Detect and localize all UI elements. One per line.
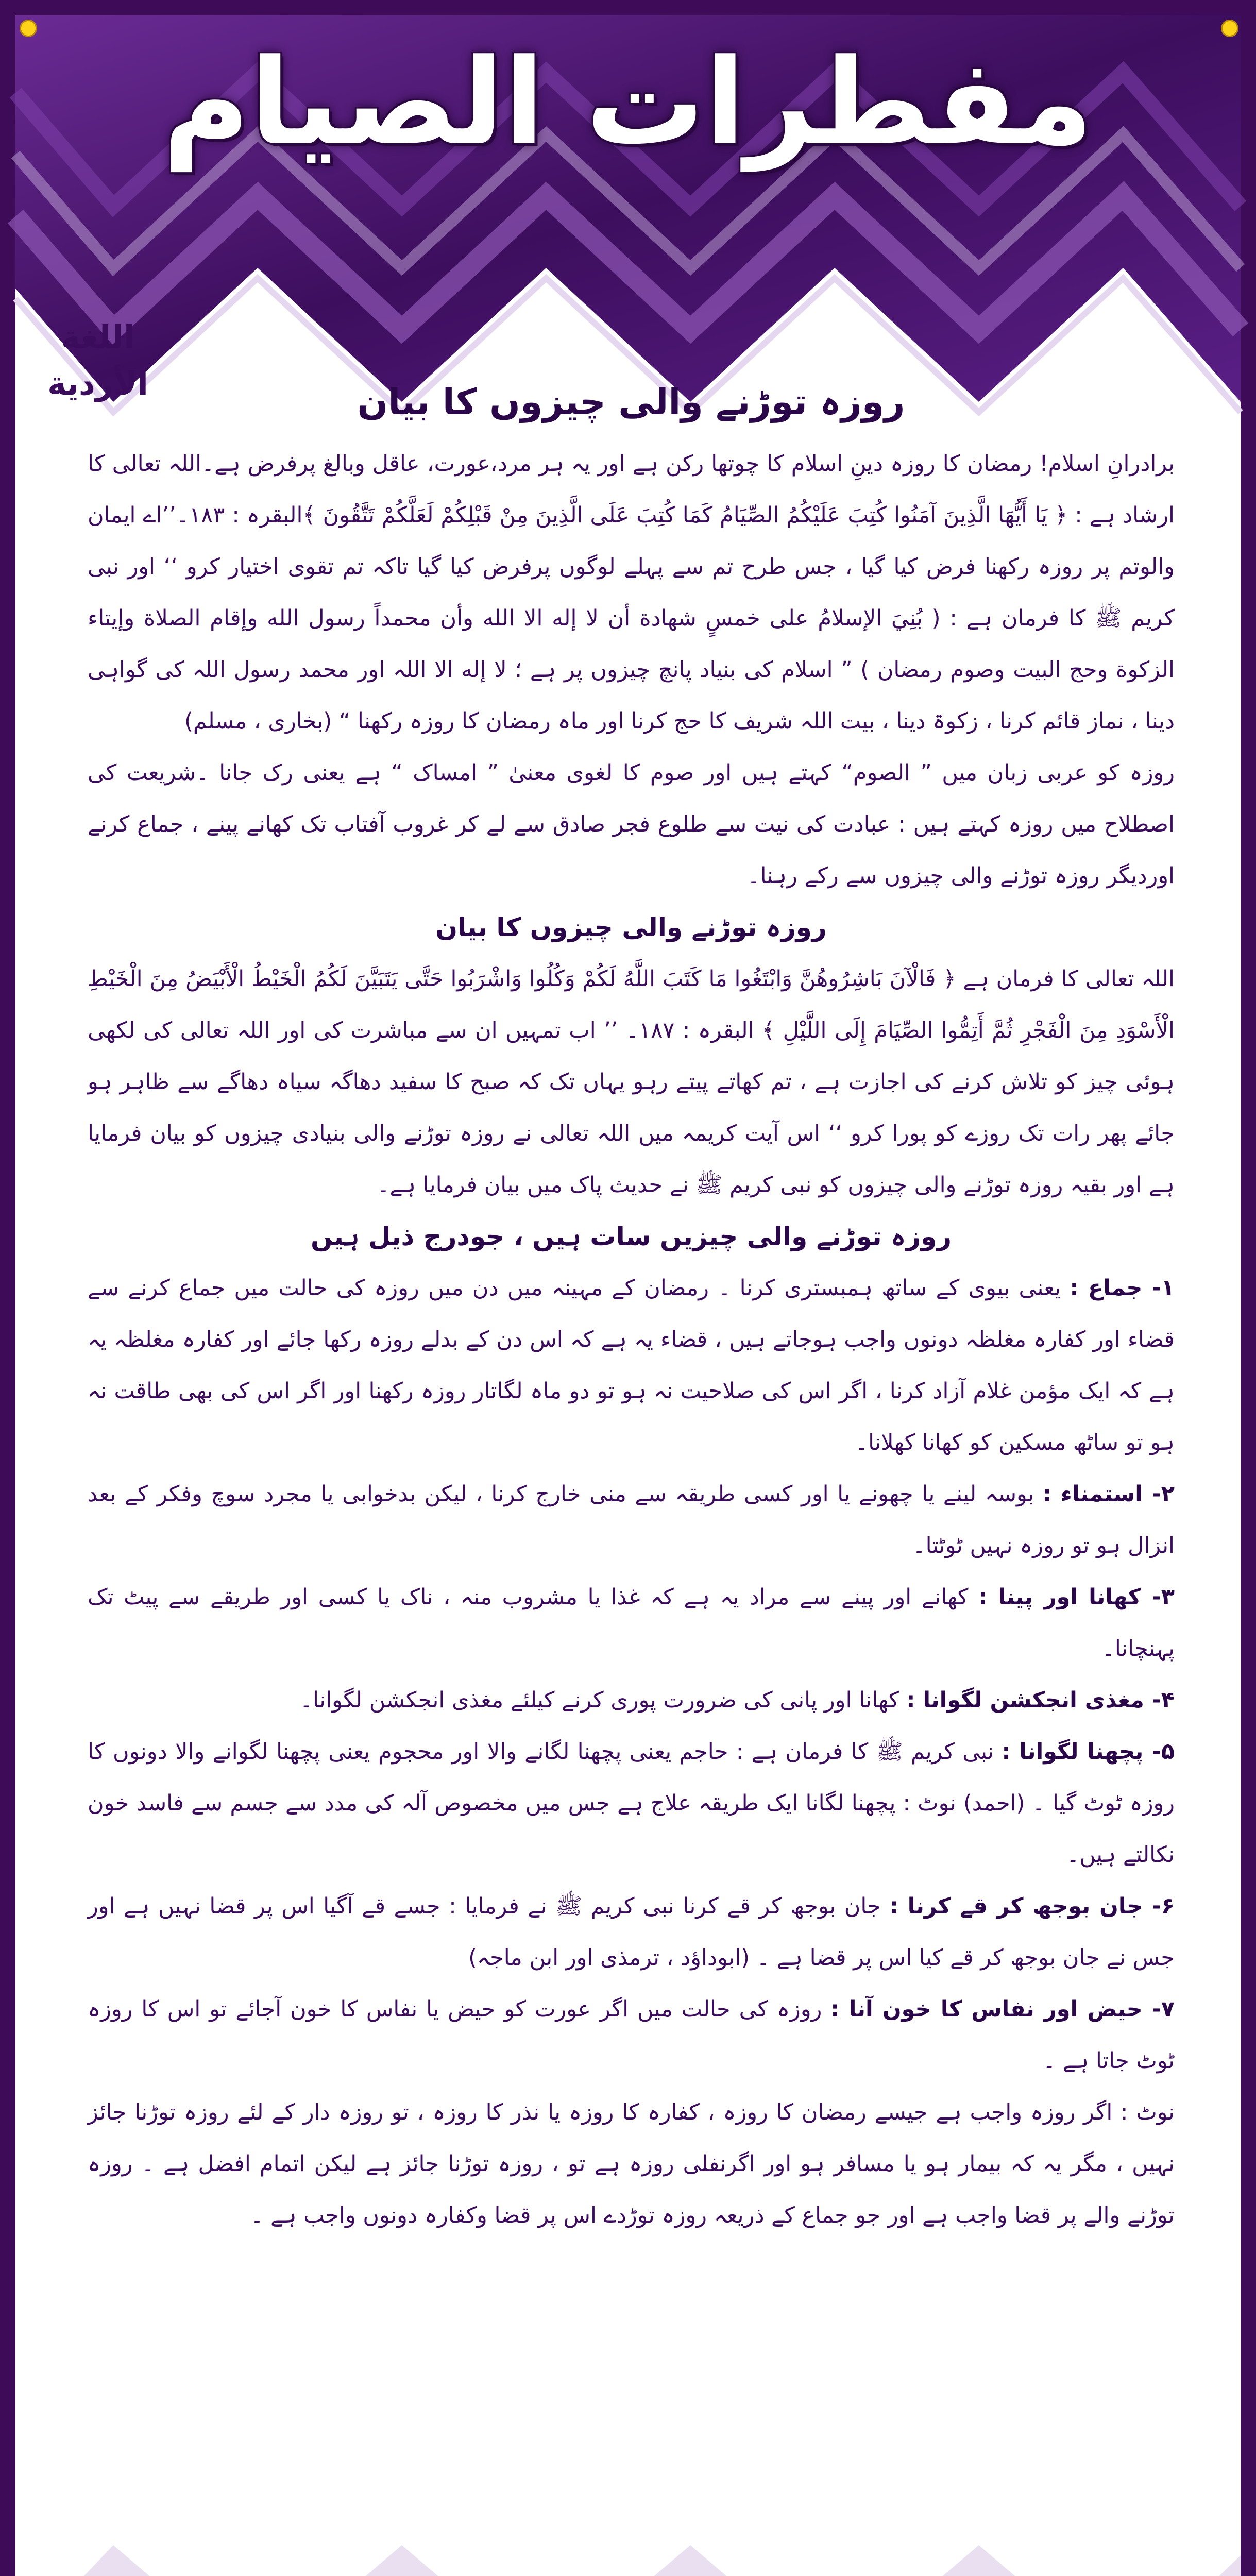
article-body: [88, 371, 1175, 2576]
list-item-label: ۲- استمناء :: [1042, 1481, 1175, 1507]
list-item-text: یعنی بیوی کے ساتھ ہمبستری کرنا ۔ رمضان کے مہینہ میں دن میں روزہ کی حالت میں جماع کرنے سے قضاء اور کفارہ مغلظہ دونوں واجب ہوجاتے ہیں ، قضاء یہ ہے کہ اس دن کے بدلے روزہ رکھا جائے اور کفارہ مغلظہ یہ ہے کہ ایک مؤمن غلام آزاد کرنا ، اگر اس کی صلاحیت نہ ہو تو دو ماہ لگاتار روزہ رکھنا اور اگر اس کی بھی طاقت نہ ہو تو ساٹھ مسکین کو کھانا کھلانا۔: [88, 1275, 1175, 1455]
list-item-text: کھانے اور پینے سے مراد یہ ہے کہ غذا یا مشروب منہ ، ناک یا کسی اور طریقے سے پیٹ تک پہنچانا۔: [88, 1584, 1175, 1662]
note-paragraph: نوٹ : اگر روزہ واجب ہے جیسے رمضان کا روزہ ، کفارہ کا روزہ یا نذر کا روزہ ، تو روزہ دار کے لئے روزہ توڑنا جائز نہیں ، مگر یہ کہ بیمار ہو یا مسافر ہو اور اگرنفلی روزہ ہے تو ، روزہ توڑنا جائز ہے لیکن اتمام افضل ہے ۔ روزہ توڑنے والے پر قضا واجب ہے اور جو جماع کے ذریعہ روزہ توڑدے اس پر قضا وکفارہ دونوں واجب ہے ۔: [88, 2099, 1175, 2228]
list-item: [88, 1571, 1175, 1674]
list-item-label: ۳- کھانا اور پینا :: [978, 1584, 1175, 1610]
list-item-text: کھانا اور پانی کی ضرورت پوری کرنے کیلئے مغذی انجکشن لگوانا۔: [299, 1687, 907, 1713]
corner-dot-top-left: [20, 20, 37, 37]
list-item-text: جان بوجھ کر قے کرنا نبی کریم ﷺ نے فرمایا : جسے قے آگیا اس پر قضا نہیں ہے اور جس نے جان بوجھ کر قے کیا اس پر قضا ہے ۔ (ابوداؤد ، ترمذی اور ابن ماجہ): [88, 1893, 1175, 1971]
list-heading: روزہ توڑنے والی چیزیں سات ہیں ، جودرج ذیل ہیں: [311, 1222, 952, 1251]
verse-paragraph: اللہ تعالی کا فرمان ہے ﴿ فَالْآنَ بَاشِرُوهُنَّ وَابْتَغُوا مَا كَتَبَ اللَّهُ لَكُمْ وَكُلُوا وَاشْرَبُوا حَتَّى يَتَبَيَّنَ لَكُمُ الْخَيْطُ الْأَبْيَضُ مِنَ الْخَيْطِ الْأَسْوَدِ مِنَ الْفَجْرِ ثُمَّ أَتِمُّوا الصِّيَامَ إِلَى اللَّيْلِ ﴾ البقرہ : ۱۸۷۔ ’’ اب تمہیں ان سے مباشرت کی اور اللہ تعالی کی لکھی ہوئی چیز کو تلاش کرنے کی اجازت ہے ، تم کھاتے پیتے رہو یہاں تک کہ صبح کا سفید دھاگہ سیاہ دھاگے سے ظاہر ہو جائے پھر رات تک روزے کو پورا کرو ‘‘ اس آیت کریمہ میں اللہ تعالی نے روزہ توڑنے والی بنیادی چیزوں کو بیان فرمایا ہے اور بقیہ روزہ توڑنے والی چیزوں کو نبی کریم ﷺ نے حدیث پاک میں بیان فرمایا ہے۔: [88, 966, 1175, 1198]
list-item-label: ۴- مغذی انجکشن لگوانا :: [906, 1687, 1175, 1713]
list-item-text: نبی کریم ﷺ کا فرمان ہے : حاجم یعنی پچھنا لگانے والا اور محجوم یعنی پچھنا لگوانے والا دونوں کا روزہ ٹوٹ گیا ۔ (احمد) نوٹ : پچھنا لگانا ایک طریقہ علاج ہے جس میں مخصوص آلہ کی مدد سے جسم سے فاسد خون نکالتے ہیں۔: [88, 1739, 1175, 1868]
list-item: [88, 1468, 1175, 1571]
list-item-label: ۶- جان بوجھ کر قے کرنا :: [889, 1893, 1175, 1919]
language-label-line2: الأردية: [47, 365, 148, 402]
list-item-label: ۱- جماع :: [1070, 1275, 1175, 1301]
intro-paragraph: برادرانِ اسلام! رمضان کا روزہ دینِ اسلام کا چوتھا رکن ہے اور یہ ہر مرد،عورت، عاقل وبالغ پرفرض ہے۔اللہ تعالی کا ارشاد ہے : ﴿ يَا أَيُّهَا الَّذِينَ آمَنُوا كُتِبَ عَلَيْكُمُ الصِّيَامُ كَمَا كُتِبَ عَلَى الَّذِينَ مِنْ قَبْلِكُمْ لَعَلَّكُمْ تَتَّقُونَ ﴾البقرہ : ۱۸۳۔’’اے ایمان والوتم پر روزہ رکھنا فرض کیا گیا ، جس طرح تم سے پہلے لوگوں پرفرض کیا گیا تاکہ تم تقوی اختیار کرو ‘‘ اور نبی کریم ﷺ کا فرمان ہے : ( بُنِيَ الإسلامُ على خمسٍ شهادة أن لا إله الا الله وأن محمداً رسول الله وإقام الصلاة وإيتاء الزكوة وحج البيت وصوم رمضان ) ” اسلام کی بنیاد پانچ چیزوں پر ہے ؛ لا إله الا اللہ اور محمد رسول اللہ کی گواہی دینا ، نماز قائم کرنا ، زکوۃ دینا ، بیت اللہ شریف کا حج کرنا اور ماہ رمضان کا روزہ رکھنا “ (بخاری ، مسلم): [88, 451, 1175, 734]
list-item-text: روزہ کی حالت میں اگر عورت کو حیض یا نفاس کا خون آجائے تو اس کا روزہ ٹوٹ جاتا ہے ۔: [88, 1996, 1175, 2074]
language-label-line1: اللغة: [61, 318, 135, 356]
list-item-label: ۵- پچھنا لگوانا :: [1002, 1739, 1175, 1765]
definition-paragraph: روزہ کو عربی زبان میں ” الصوم“ کہتے ہیں اور صوم کا لغوی معنیٰ ” امساک “ ہے یعنی رک جانا ۔شریعت کی اصطلاح میں روزہ کہتے ہیں : عبادت کی نیت سے طلوع فجر صادق سے لے کر غروب آفتاب تک کھانے پینے ، جماع کرنے اوردیگر روزہ توڑنے والی چیزوں سے رکے رہنا۔: [88, 760, 1175, 889]
list-item: [88, 1262, 1175, 1468]
list-item: [88, 1674, 1175, 1726]
list-item-label: ۷- حیض اور نفاس کا خون آنا :: [830, 1996, 1175, 2022]
list-item: [88, 1726, 1175, 1880]
poster-title: مفطرات الصیام: [163, 34, 1093, 172]
list-item: [88, 1984, 1175, 2087]
article-title: روزہ توڑنے والی چیزوں کا بیان: [357, 381, 905, 423]
section-heading: روزہ توڑنے والی چیزوں کا بیان: [435, 912, 827, 942]
list-item: [88, 1880, 1175, 1984]
corner-dot-top-right: [1221, 20, 1238, 37]
list-item-text: بوسہ لینے یا چھونے یا اور کسی طریقہ سے منی خارج کرنا ، لیکن بدخوابی یا مجرد سوچ وفکر کے بعد انزال ہو تو روزہ نہیں ٹوٹتا۔: [88, 1481, 1175, 1558]
